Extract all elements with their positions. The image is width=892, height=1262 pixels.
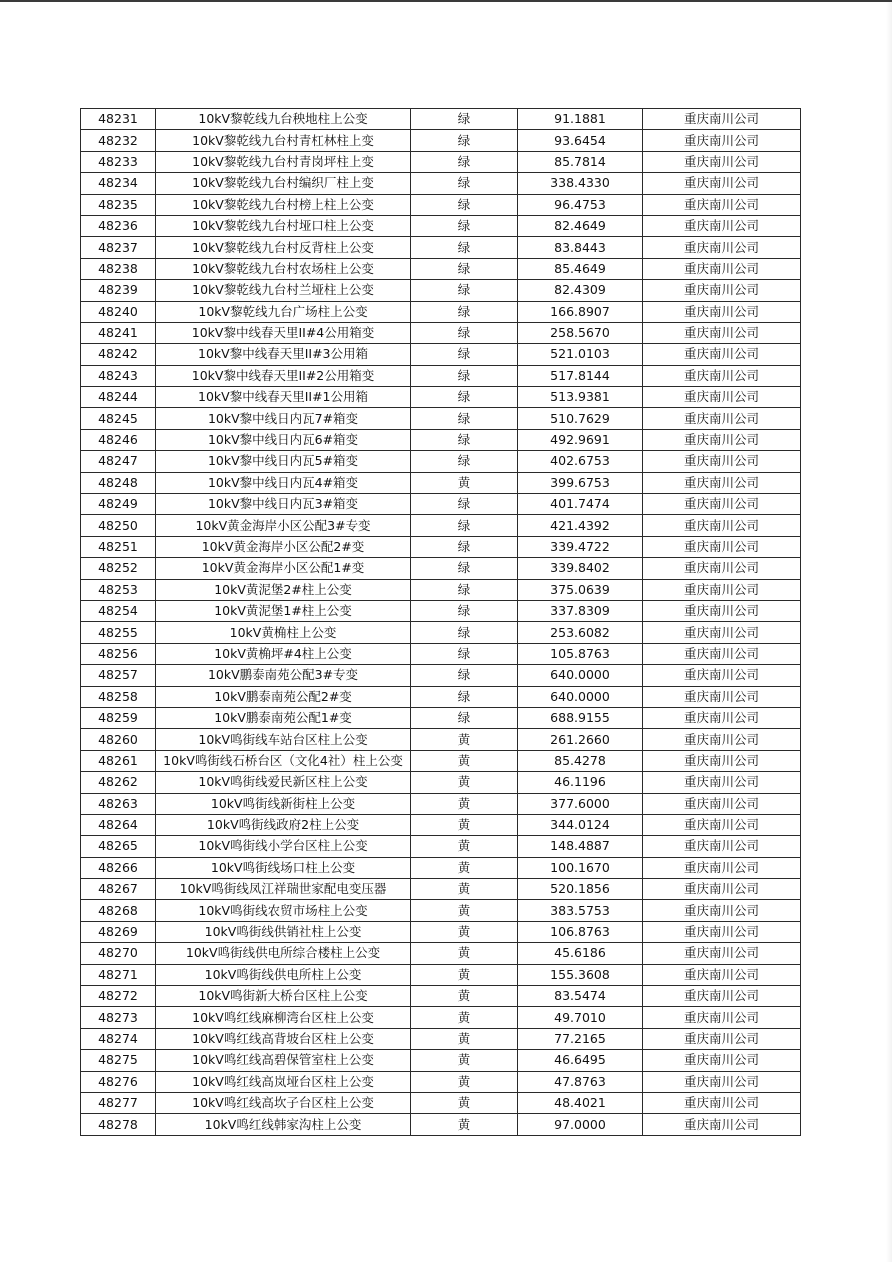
value-cell: 339.4722 [518,536,643,557]
company-cell: 重庆南川公司 [643,451,801,472]
status-cell: 黄 [411,472,518,493]
company-cell: 重庆南川公司 [643,1071,801,1092]
company-cell: 重庆南川公司 [643,750,801,771]
table-row [81,280,801,301]
name-cell: 10kV鸣街线小学台区柱上公变 [156,836,411,857]
status-cell: 绿 [411,451,518,472]
value-cell: 49.7010 [518,1007,643,1028]
name-cell: 10kV鸣红线麻柳湾台区柱上公变 [156,1007,411,1028]
company-cell: 重庆南川公司 [643,322,801,343]
name-cell: 10kV黎乾线九台村青岗坪柱上变 [156,151,411,172]
id-cell: 48275 [81,1050,156,1071]
name-cell: 10kV黎乾线九台广场柱上公变 [156,301,411,322]
value-cell: 46.6495 [518,1050,643,1071]
company-cell: 重庆南川公司 [643,665,801,686]
company-cell: 重庆南川公司 [643,109,801,130]
table-row [81,1114,801,1135]
table-row [81,665,801,686]
status-cell: 黄 [411,1028,518,1049]
id-cell: 48233 [81,151,156,172]
name-cell: 10kV黎乾线九台村编织厂柱上变 [156,173,411,194]
name-cell: 10kV鸣街线爱民新区柱上公变 [156,772,411,793]
table-row [81,237,801,258]
id-cell: 48278 [81,1114,156,1135]
table-body [81,109,801,1136]
table-row [81,1007,801,1028]
company-cell: 重庆南川公司 [643,1028,801,1049]
table-row [81,494,801,515]
id-cell: 48252 [81,558,156,579]
table-row [81,472,801,493]
status-cell: 黄 [411,814,518,835]
value-cell: 402.6753 [518,451,643,472]
table-row [81,429,801,450]
value-cell: 399.6753 [518,472,643,493]
status-cell: 绿 [411,215,518,236]
company-cell: 重庆南川公司 [643,1092,801,1113]
status-cell: 黄 [411,793,518,814]
id-cell: 48267 [81,879,156,900]
company-cell: 重庆南川公司 [643,344,801,365]
table-row [81,814,801,835]
status-cell: 绿 [411,536,518,557]
table-row [81,1092,801,1113]
status-cell: 黄 [411,729,518,750]
id-cell: 48253 [81,579,156,600]
name-cell: 10kV黎乾线九台村兰垭柱上公变 [156,280,411,301]
table-row [81,258,801,279]
status-cell: 黄 [411,986,518,1007]
table-row [81,857,801,878]
id-cell: 48263 [81,793,156,814]
table-row [81,194,801,215]
company-cell: 重庆南川公司 [643,964,801,985]
id-cell: 48249 [81,494,156,515]
value-cell: 77.2165 [518,1028,643,1049]
id-cell: 48269 [81,921,156,942]
name-cell: 10kV鸣街线新街柱上公变 [156,793,411,814]
status-cell: 黄 [411,1092,518,1113]
company-cell: 重庆南川公司 [643,1050,801,1071]
id-cell: 48232 [81,130,156,151]
name-cell: 10kV黎中线春天里II#3公用箱 [156,344,411,365]
table-row [81,921,801,942]
name-cell: 10kV黄金海岸小区公配3#专变 [156,515,411,536]
value-cell: 85.4649 [518,258,643,279]
status-cell: 绿 [411,707,518,728]
table-row [81,301,801,322]
value-cell: 106.8763 [518,921,643,942]
name-cell: 10kV鸣红线高坎子台区柱上公变 [156,1092,411,1113]
value-cell: 46.1196 [518,772,643,793]
table-row [81,173,801,194]
status-cell: 黄 [411,879,518,900]
id-cell: 48240 [81,301,156,322]
company-cell: 重庆南川公司 [643,1114,801,1135]
value-cell: 688.9155 [518,707,643,728]
id-cell: 48248 [81,472,156,493]
id-cell: 48254 [81,600,156,621]
value-cell: 510.7629 [518,408,643,429]
table-row [81,793,801,814]
table-row [81,408,801,429]
company-cell: 重庆南川公司 [643,494,801,515]
company-cell: 重庆南川公司 [643,536,801,557]
transformer-table [80,108,801,1136]
status-cell: 黄 [411,836,518,857]
table-row [81,643,801,664]
table-row [81,344,801,365]
table-row [81,772,801,793]
status-cell: 黄 [411,964,518,985]
name-cell: 10kV黎乾线九台村农场柱上公变 [156,258,411,279]
id-cell: 48261 [81,750,156,771]
id-cell: 48247 [81,451,156,472]
id-cell: 48273 [81,1007,156,1028]
name-cell: 10kV黎乾线九台村反背柱上公变 [156,237,411,258]
name-cell: 10kV鸣街线凤江祥瑞世家配电变压器 [156,879,411,900]
status-cell: 黄 [411,1071,518,1092]
status-cell: 黄 [411,857,518,878]
status-cell: 绿 [411,344,518,365]
value-cell: 96.4753 [518,194,643,215]
status-cell: 绿 [411,194,518,215]
name-cell: 10kV黎中线日内瓦6#箱变 [156,429,411,450]
name-cell: 10kV黎乾线九台村青杠林柱上变 [156,130,411,151]
value-cell: 45.6186 [518,943,643,964]
status-cell: 黄 [411,943,518,964]
value-cell: 105.8763 [518,643,643,664]
name-cell: 10kV鸣街线石桥台区（文化4社）柱上公变 [156,750,411,771]
value-cell: 517.8144 [518,365,643,386]
name-cell: 10kV黎乾线九台村榜上柱上公变 [156,194,411,215]
value-cell: 261.2660 [518,729,643,750]
value-cell: 83.5474 [518,986,643,1007]
status-cell: 绿 [411,130,518,151]
name-cell: 10kV黄泥堡1#柱上公变 [156,600,411,621]
status-cell: 绿 [411,665,518,686]
name-cell: 10kV黎乾线九台村垭口柱上公变 [156,215,411,236]
name-cell: 10kV鸣红线高岚垭台区柱上公变 [156,1071,411,1092]
company-cell: 重庆南川公司 [643,130,801,151]
id-cell: 48274 [81,1028,156,1049]
company-cell: 重庆南川公司 [643,643,801,664]
status-cell: 黄 [411,1114,518,1135]
table-row [81,1050,801,1071]
status-cell: 绿 [411,643,518,664]
name-cell: 10kV黎中线春天里II#1公用箱 [156,387,411,408]
value-cell: 513.9381 [518,387,643,408]
company-cell: 重庆南川公司 [643,986,801,1007]
name-cell: 10kV鸣街线场口柱上公变 [156,857,411,878]
table-row [81,151,801,172]
name-cell: 10kV鸣红线高碧保管室柱上公变 [156,1050,411,1071]
company-cell: 重庆南川公司 [643,772,801,793]
status-cell: 绿 [411,579,518,600]
value-cell: 48.4021 [518,1092,643,1113]
id-cell: 48271 [81,964,156,985]
status-cell: 黄 [411,750,518,771]
name-cell: 10kV鹏泰南苑公配1#变 [156,707,411,728]
value-cell: 166.8907 [518,301,643,322]
value-cell: 344.0124 [518,814,643,835]
name-cell: 10kV鸣街线供销社柱上公变 [156,921,411,942]
name-cell: 10kV鸣街新大桥台区柱上公变 [156,986,411,1007]
name-cell: 10kV鹏泰南苑公配2#变 [156,686,411,707]
value-cell: 93.6454 [518,130,643,151]
name-cell: 10kV黄金海岸小区公配2#变 [156,536,411,557]
table-row [81,943,801,964]
table-row [81,387,801,408]
id-cell: 48246 [81,429,156,450]
name-cell: 10kV黄桷坪#4柱上公变 [156,643,411,664]
company-cell: 重庆南川公司 [643,600,801,621]
id-cell: 48238 [81,258,156,279]
id-cell: 48243 [81,365,156,386]
table-row [81,750,801,771]
company-cell: 重庆南川公司 [643,943,801,964]
id-cell: 48242 [81,344,156,365]
company-cell: 重庆南川公司 [643,280,801,301]
company-cell: 重庆南川公司 [643,793,801,814]
id-cell: 48244 [81,387,156,408]
status-cell: 绿 [411,558,518,579]
company-cell: 重庆南川公司 [643,707,801,728]
id-cell: 48251 [81,536,156,557]
id-cell: 48270 [81,943,156,964]
company-cell: 重庆南川公司 [643,921,801,942]
value-cell: 155.3608 [518,964,643,985]
name-cell: 10kV鸣街线车站台区柱上公变 [156,729,411,750]
table-row [81,1071,801,1092]
id-cell: 48258 [81,686,156,707]
id-cell: 48265 [81,836,156,857]
company-cell: 重庆南川公司 [643,151,801,172]
company-cell: 重庆南川公司 [643,387,801,408]
table-row [81,1028,801,1049]
id-cell: 48268 [81,900,156,921]
value-cell: 421.4392 [518,515,643,536]
company-cell: 重庆南川公司 [643,857,801,878]
id-cell: 48259 [81,707,156,728]
name-cell: 10kV鸣街线供电所综合楼柱上公变 [156,943,411,964]
id-cell: 48257 [81,665,156,686]
id-cell: 48260 [81,729,156,750]
company-cell: 重庆南川公司 [643,622,801,643]
status-cell: 绿 [411,322,518,343]
id-cell: 48255 [81,622,156,643]
status-cell: 黄 [411,900,518,921]
company-cell: 重庆南川公司 [643,579,801,600]
company-cell: 重庆南川公司 [643,900,801,921]
id-cell: 48237 [81,237,156,258]
id-cell: 48250 [81,515,156,536]
table-row [81,451,801,472]
value-cell: 375.0639 [518,579,643,600]
table-row [81,579,801,600]
id-cell: 48239 [81,280,156,301]
table-row [81,515,801,536]
id-cell: 48256 [81,643,156,664]
status-cell: 绿 [411,151,518,172]
value-cell: 640.0000 [518,665,643,686]
name-cell: 10kV黎中线日内瓦7#箱变 [156,408,411,429]
page-edge-shadow [886,2,892,1262]
status-cell: 绿 [411,622,518,643]
table-row [81,729,801,750]
status-cell: 黄 [411,772,518,793]
id-cell: 48236 [81,215,156,236]
status-cell: 绿 [411,258,518,279]
company-cell: 重庆南川公司 [643,365,801,386]
status-cell: 黄 [411,1007,518,1028]
name-cell: 10kV黄桷柱上公变 [156,622,411,643]
value-cell: 492.9691 [518,429,643,450]
status-cell: 绿 [411,301,518,322]
value-cell: 338.4330 [518,173,643,194]
name-cell: 10kV鸣街线供电所柱上公变 [156,964,411,985]
status-cell: 绿 [411,429,518,450]
table-row [81,900,801,921]
status-cell: 绿 [411,494,518,515]
status-cell: 绿 [411,408,518,429]
name-cell: 10kV鸣红线韩家沟柱上公变 [156,1114,411,1135]
company-cell: 重庆南川公司 [643,215,801,236]
value-cell: 97.0000 [518,1114,643,1135]
name-cell: 10kV鹏泰南苑公配3#专变 [156,665,411,686]
company-cell: 重庆南川公司 [643,729,801,750]
value-cell: 253.6082 [518,622,643,643]
id-cell: 48234 [81,173,156,194]
value-cell: 85.7814 [518,151,643,172]
value-cell: 640.0000 [518,686,643,707]
status-cell: 黄 [411,1050,518,1071]
status-cell: 绿 [411,365,518,386]
id-cell: 48272 [81,986,156,1007]
status-cell: 绿 [411,387,518,408]
status-cell: 绿 [411,686,518,707]
name-cell: 10kV黎中线日内瓦4#箱变 [156,472,411,493]
status-cell: 绿 [411,600,518,621]
company-cell: 重庆南川公司 [643,237,801,258]
company-cell: 重庆南川公司 [643,686,801,707]
table-row [81,130,801,151]
value-cell: 520.1856 [518,879,643,900]
id-cell: 48245 [81,408,156,429]
value-cell: 339.8402 [518,558,643,579]
id-cell: 48266 [81,857,156,878]
status-cell: 绿 [411,280,518,301]
name-cell: 10kV鸣红线高背坡台区柱上公变 [156,1028,411,1049]
company-cell: 重庆南川公司 [643,194,801,215]
table-row [81,365,801,386]
status-cell: 绿 [411,109,518,130]
company-cell: 重庆南川公司 [643,1007,801,1028]
value-cell: 91.1881 [518,109,643,130]
value-cell: 82.4309 [518,280,643,301]
name-cell: 10kV黄泥堡2#柱上公变 [156,579,411,600]
name-cell: 10kV黎中线日内瓦5#箱变 [156,451,411,472]
table-row [81,558,801,579]
table-row [81,322,801,343]
table-row [81,686,801,707]
value-cell: 83.8443 [518,237,643,258]
id-cell: 48235 [81,194,156,215]
name-cell: 10kV黎中线日内瓦3#箱变 [156,494,411,515]
table-row [81,600,801,621]
value-cell: 100.1670 [518,857,643,878]
company-cell: 重庆南川公司 [643,472,801,493]
status-cell: 黄 [411,921,518,942]
id-cell: 48262 [81,772,156,793]
table-row [81,109,801,130]
id-cell: 48277 [81,1092,156,1113]
company-cell: 重庆南川公司 [643,814,801,835]
company-cell: 重庆南川公司 [643,173,801,194]
id-cell: 48276 [81,1071,156,1092]
value-cell: 148.4887 [518,836,643,857]
company-cell: 重庆南川公司 [643,879,801,900]
status-cell: 绿 [411,237,518,258]
table-row [81,536,801,557]
company-cell: 重庆南川公司 [643,836,801,857]
name-cell: 10kV鸣街线农贸市场柱上公变 [156,900,411,921]
value-cell: 521.0103 [518,344,643,365]
table-row [81,964,801,985]
company-cell: 重庆南川公司 [643,515,801,536]
value-cell: 82.4649 [518,215,643,236]
company-cell: 重庆南川公司 [643,301,801,322]
value-cell: 258.5670 [518,322,643,343]
value-cell: 85.4278 [518,750,643,771]
table-row [81,836,801,857]
table-row [81,879,801,900]
name-cell: 10kV黎中线春天里II#4公用箱变 [156,322,411,343]
id-cell: 48264 [81,814,156,835]
value-cell: 401.7474 [518,494,643,515]
name-cell: 10kV鸣街线政府2柱上公变 [156,814,411,835]
name-cell: 10kV黄金海岸小区公配1#变 [156,558,411,579]
table-row [81,707,801,728]
company-cell: 重庆南川公司 [643,408,801,429]
status-cell: 绿 [411,173,518,194]
value-cell: 377.6000 [518,793,643,814]
id-cell: 48231 [81,109,156,130]
table-row [81,215,801,236]
value-cell: 47.8763 [518,1071,643,1092]
name-cell: 10kV黎中线春天里II#2公用箱变 [156,365,411,386]
company-cell: 重庆南川公司 [643,558,801,579]
table-row [81,622,801,643]
value-cell: 383.5753 [518,900,643,921]
id-cell: 48241 [81,322,156,343]
value-cell: 337.8309 [518,600,643,621]
company-cell: 重庆南川公司 [643,258,801,279]
name-cell: 10kV黎乾线九台秧地柱上公变 [156,109,411,130]
status-cell: 绿 [411,515,518,536]
table-row [81,986,801,1007]
page-top-rule [0,0,892,2]
company-cell: 重庆南川公司 [643,429,801,450]
